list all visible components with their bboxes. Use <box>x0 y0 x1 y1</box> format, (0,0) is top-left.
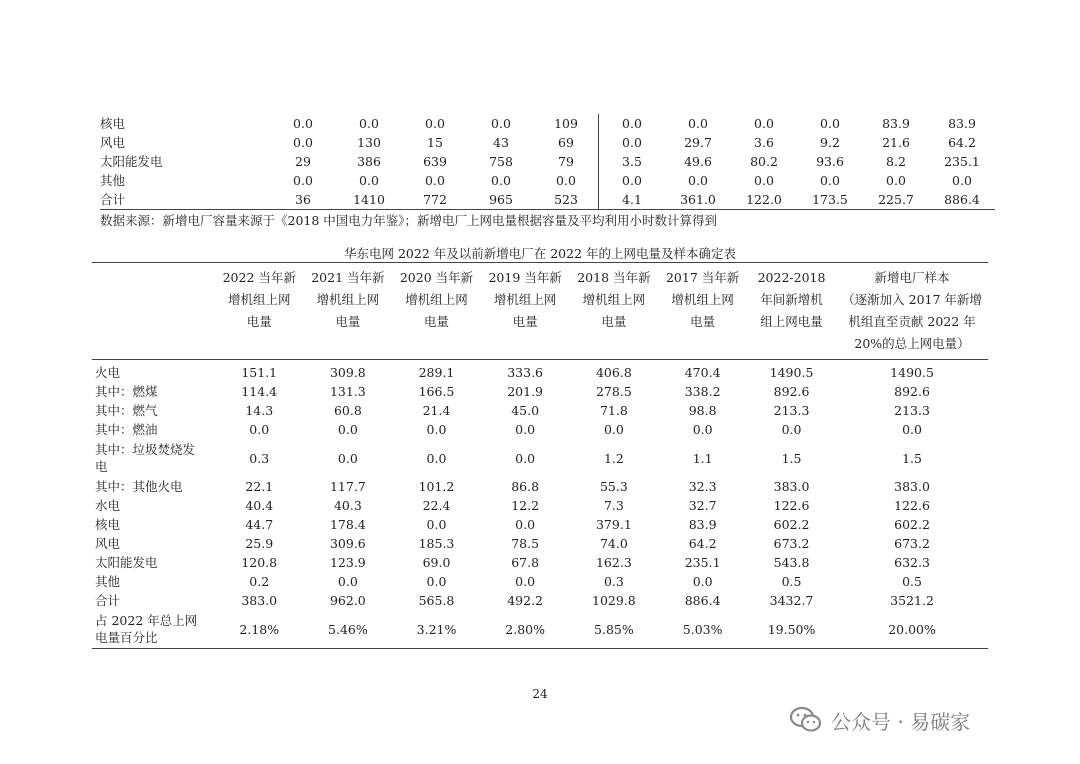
table-row <box>100 114 995 133</box>
table-cell: 0.0 <box>359 116 379 131</box>
table-cell: 309.8 <box>329 365 366 380</box>
table-cell: 383.0 <box>773 479 810 494</box>
table-cell: 120.8 <box>241 555 278 570</box>
table-cell: 0.0 <box>781 422 802 437</box>
table-cell: 632.3 <box>894 555 930 570</box>
table-cell: 71.8 <box>599 403 628 418</box>
table-caption: 华东电网 2022 年及以前新增电厂在 2022 年的上网电量及样本确定表 <box>343 246 737 261</box>
table-cell: 5.46% <box>328 621 368 637</box>
table-row <box>92 610 988 649</box>
column-header: 2021 当年新 增机组上网 电量 <box>304 263 393 360</box>
table-row <box>92 572 988 591</box>
table-cell: 5.85% <box>594 621 634 637</box>
table-cell: 0.0 <box>293 173 313 188</box>
row-label: 风电 <box>95 536 121 551</box>
continued-capacity-table <box>100 114 995 210</box>
table-cell: 492.2 <box>507 593 544 608</box>
table-cell: 0.0 <box>534 171 599 190</box>
table-cell: 117.7 <box>329 479 366 494</box>
table-cell: 21.6 <box>882 135 910 150</box>
table-cell: 4.1 <box>599 190 666 210</box>
table-row <box>92 439 988 477</box>
table-cell: 123.9 <box>329 555 366 570</box>
table-cell: 0.0 <box>754 173 774 188</box>
table-cell: 1.1 <box>692 450 713 466</box>
row-label: 太阳能发电 <box>100 154 163 169</box>
table-cell: 22.4 <box>422 498 451 513</box>
table-cell: 965 <box>468 190 534 210</box>
table-row <box>100 133 995 152</box>
table-cell: 15 <box>427 135 443 150</box>
table-cell: 98.8 <box>688 403 717 418</box>
east-china-grid-table <box>92 262 988 649</box>
column-header: 2022 当年新 增机组上网 电量 <box>215 263 304 360</box>
row-label: 合计 <box>100 190 270 210</box>
table-cell: 79 <box>534 152 599 171</box>
table-cell: 639 <box>423 154 447 169</box>
row-label: 其中：燃煤 <box>95 384 158 399</box>
table-cell: 892.6 <box>894 384 930 399</box>
table-cell: 673.2 <box>894 536 930 551</box>
table-cell: 0.0 <box>754 116 774 131</box>
table-cell: 0.0 <box>688 116 708 131</box>
table-cell: 83.9 <box>948 116 976 131</box>
table-cell: 5.03% <box>682 621 723 637</box>
table-cell: 383.0 <box>241 593 278 608</box>
table-cell: 2.80% <box>505 621 545 637</box>
table-cell: 0.0 <box>491 173 511 188</box>
table-cell: 1490.5 <box>769 365 814 380</box>
column-header <box>92 263 215 360</box>
table-cell: 21.4 <box>422 403 451 418</box>
table-cell: 0.0 <box>426 422 447 437</box>
table-cell: 338.2 <box>684 384 721 399</box>
table-cell: 36 <box>270 190 336 210</box>
table-cell: 40.4 <box>245 498 274 513</box>
row-label: 其中：其他火电 <box>95 479 183 494</box>
table-cell: 0.2 <box>249 574 270 589</box>
table-cell: 0.0 <box>902 422 922 437</box>
table-cell: 3521.2 <box>890 593 934 608</box>
table-cell: 0.0 <box>886 173 906 188</box>
table-cell: 0.0 <box>426 517 447 532</box>
table-cell: 235.1 <box>944 154 980 169</box>
table-cell: 333.6 <box>507 365 544 380</box>
table-cell: 173.5 <box>797 190 863 210</box>
table-cell: 8.2 <box>886 154 906 169</box>
table-cell: 29.7 <box>684 135 712 150</box>
table-cell: 213.3 <box>773 403 810 418</box>
table-cell: 361.0 <box>665 190 731 210</box>
row-label: 其中：垃圾焚烧发 电 <box>95 442 196 474</box>
table-cell: 12.2 <box>511 498 540 513</box>
table-cell: 19.50% <box>767 621 816 637</box>
table-cell: 3432.7 <box>769 593 814 608</box>
table-cell: 0.0 <box>622 135 642 150</box>
table-cell: 602.2 <box>773 517 810 532</box>
table-cell: 1410 <box>336 190 402 210</box>
table-cell: 131.3 <box>329 384 366 399</box>
table-cell: 0.0 <box>603 422 624 437</box>
table-cell: 101.2 <box>418 479 455 494</box>
table-cell: 0.0 <box>293 116 313 131</box>
column-header: 2019 当年新 增机组上网 电量 <box>481 263 570 360</box>
table-cell: 602.2 <box>894 517 930 532</box>
table-cell: 162.3 <box>595 555 632 570</box>
table-cell: 0.0 <box>692 422 713 437</box>
table-cell: 178.4 <box>329 517 366 532</box>
table-cell: 69.0 <box>422 555 451 570</box>
wechat-logo-icon <box>789 705 823 735</box>
table-cell: 0.0 <box>337 422 358 437</box>
table-cell: 0.0 <box>491 116 511 131</box>
table-cell: 55.3 <box>599 479 628 494</box>
table-cell: 14.3 <box>245 403 274 418</box>
table-row <box>92 401 988 420</box>
table-cell: 67.8 <box>511 555 540 570</box>
table-cell: 0.0 <box>820 116 840 131</box>
table-cell: 3.21% <box>416 621 457 637</box>
table-cell: 0.0 <box>359 173 379 188</box>
table-cell: 470.4 <box>684 365 721 380</box>
table-cell: 25.9 <box>245 536 274 551</box>
table-cell: 114.4 <box>241 384 278 399</box>
row-label: 水电 <box>95 498 121 513</box>
table-row <box>92 382 988 401</box>
table-cell: 78.5 <box>511 536 540 551</box>
table-cell: 673.2 <box>773 536 810 551</box>
table-row <box>92 515 988 534</box>
table-cell: 379.1 <box>595 517 632 532</box>
table-cell: 0.0 <box>293 135 313 150</box>
table-cell: 64.2 <box>948 135 976 150</box>
table-cell: 1.2 <box>603 450 624 466</box>
row-label: 占 2022 年总上网 电量百分比 <box>95 613 198 645</box>
row-label: 其他 <box>95 574 121 589</box>
table-cell: 406.8 <box>595 365 632 380</box>
table-cell: 0.0 <box>622 116 642 131</box>
table-cell: 0.3 <box>603 574 624 589</box>
table-cell: 213.3 <box>894 403 930 418</box>
table-cell: 9.2 <box>820 135 840 150</box>
table-cell: 40.3 <box>333 498 362 513</box>
row-label: 合计 <box>95 593 121 608</box>
table-cell: 151.1 <box>241 365 278 380</box>
table-cell: 886.4 <box>929 190 995 210</box>
table-cell: 962.0 <box>329 593 366 608</box>
table-cell: 1.5 <box>902 450 922 466</box>
table-cell: 109 <box>534 114 599 133</box>
table-row <box>100 171 995 190</box>
row-label: 太阳能发电 <box>95 555 158 570</box>
table-row <box>92 360 988 383</box>
table-cell: 0.0 <box>426 450 447 466</box>
table-cell: 122.6 <box>773 498 810 513</box>
table-header-row <box>92 263 988 360</box>
row-label: 其他 <box>100 173 126 188</box>
table-cell: 130 <box>357 135 381 150</box>
row-label: 其中：燃油 <box>95 422 158 437</box>
table-cell: 29 <box>295 154 311 169</box>
table-cell: 0.0 <box>337 450 358 466</box>
table-cell: 0.0 <box>337 574 358 589</box>
table-cell: 60.8 <box>333 403 362 418</box>
table-cell: 0.0 <box>249 422 270 437</box>
table-cell: 2.18% <box>239 621 280 637</box>
table-cell: 22.1 <box>245 479 274 494</box>
row-label: 风电 <box>100 135 126 150</box>
row-label: 火电 <box>95 365 121 380</box>
table-cell: 45.0 <box>511 403 540 418</box>
table-cell: 0.0 <box>622 173 642 188</box>
row-label: 核电 <box>95 517 121 532</box>
table-cell: 225.7 <box>863 190 929 210</box>
table-cell: 0.0 <box>425 173 445 188</box>
table-cell: 0.3 <box>249 450 270 466</box>
source-note: 数据来源：新增电厂容量来源于《2018 中国电力年鉴》；新增电厂上网电量根据容量及平均利用小时数计算得到 <box>100 213 718 228</box>
row-label: 其中：燃气 <box>95 403 158 418</box>
table-cell: 1029.8 <box>592 593 636 608</box>
table-cell: 0.0 <box>426 574 447 589</box>
column-header: 2018 当年新 增机组上网 电量 <box>569 263 658 360</box>
table-cell: 543.8 <box>773 555 810 570</box>
table-cell: 0.0 <box>952 173 972 188</box>
column-header: 2022-2018 年间新增机 组上网电量 <box>747 263 836 360</box>
table-cell: 86.8 <box>511 479 540 494</box>
table-row <box>92 534 988 553</box>
table-cell: 7.3 <box>603 498 624 513</box>
table-cell: 44.7 <box>245 517 274 532</box>
table-cell: 74.0 <box>599 536 628 551</box>
table-row <box>92 591 988 610</box>
table-row <box>92 496 988 515</box>
table-cell: 3.5 <box>622 154 642 169</box>
table-cell: 122.0 <box>731 190 797 210</box>
table-row <box>92 553 988 572</box>
table-row <box>100 190 995 210</box>
table-cell: 20.00% <box>888 621 936 637</box>
table-cell: 83.9 <box>882 116 910 131</box>
table-cell: 0.0 <box>515 422 536 437</box>
table-cell: 0.0 <box>515 574 536 589</box>
table-cell: 166.5 <box>418 384 455 399</box>
table-cell: 0.0 <box>820 173 840 188</box>
table-cell: 278.5 <box>595 384 632 399</box>
table-cell: 289.1 <box>418 365 455 380</box>
table-cell: 523 <box>534 190 599 210</box>
table-cell: 1.5 <box>781 450 802 466</box>
table-cell: 32.7 <box>688 498 717 513</box>
table-cell: 772 <box>402 190 468 210</box>
table-cell: 0.0 <box>425 116 445 131</box>
table-cell: 0.0 <box>515 517 536 532</box>
table-cell: 64.2 <box>688 536 717 551</box>
table-cell: 3.6 <box>754 135 774 150</box>
table-cell: 122.6 <box>894 498 930 513</box>
table-cell: 0.0 <box>515 450 536 466</box>
page-number: 24 <box>532 687 548 701</box>
table-cell: 49.6 <box>684 154 712 169</box>
column-header: 2020 当年新 增机组上网 电量 <box>392 263 481 360</box>
table-cell: 0.5 <box>781 574 802 589</box>
table-cell: 32.3 <box>688 479 717 494</box>
table-cell: 386 <box>357 154 381 169</box>
table-cell: 93.6 <box>816 154 844 169</box>
table-row <box>100 152 995 171</box>
table-cell: 383.0 <box>894 479 930 494</box>
table-cell: 309.6 <box>329 536 366 551</box>
table-cell: 235.1 <box>684 555 721 570</box>
table-cell: 0.0 <box>692 574 713 589</box>
column-header: 新增电厂样本 （逐渐加入 2017 年新增 机组直至贡献 2022 年 20%的总上网电量） <box>836 263 988 360</box>
table-cell: 886.4 <box>684 593 721 608</box>
table-cell: 0.0 <box>688 173 708 188</box>
watermark <box>789 702 970 738</box>
table-row <box>92 477 988 496</box>
table-cell: 0.5 <box>902 574 922 589</box>
table-cell: 43 <box>493 135 509 150</box>
table-cell: 185.3 <box>418 536 455 551</box>
table-cell: 892.6 <box>773 384 810 399</box>
column-header: 2017 当年新 增机组上网 电量 <box>658 263 747 360</box>
table-row <box>92 420 988 439</box>
table-cell: 758 <box>489 154 513 169</box>
table-cell: 565.8 <box>418 593 455 608</box>
table-cell: 1490.5 <box>890 365 934 380</box>
table-cell: 69 <box>534 133 599 152</box>
table-cell: 201.9 <box>507 384 544 399</box>
table-cell: 83.9 <box>688 517 717 532</box>
watermark-text: 公众号 · 易碳家 <box>831 709 971 734</box>
table-cell: 80.2 <box>750 154 778 169</box>
row-label: 核电 <box>100 116 126 131</box>
